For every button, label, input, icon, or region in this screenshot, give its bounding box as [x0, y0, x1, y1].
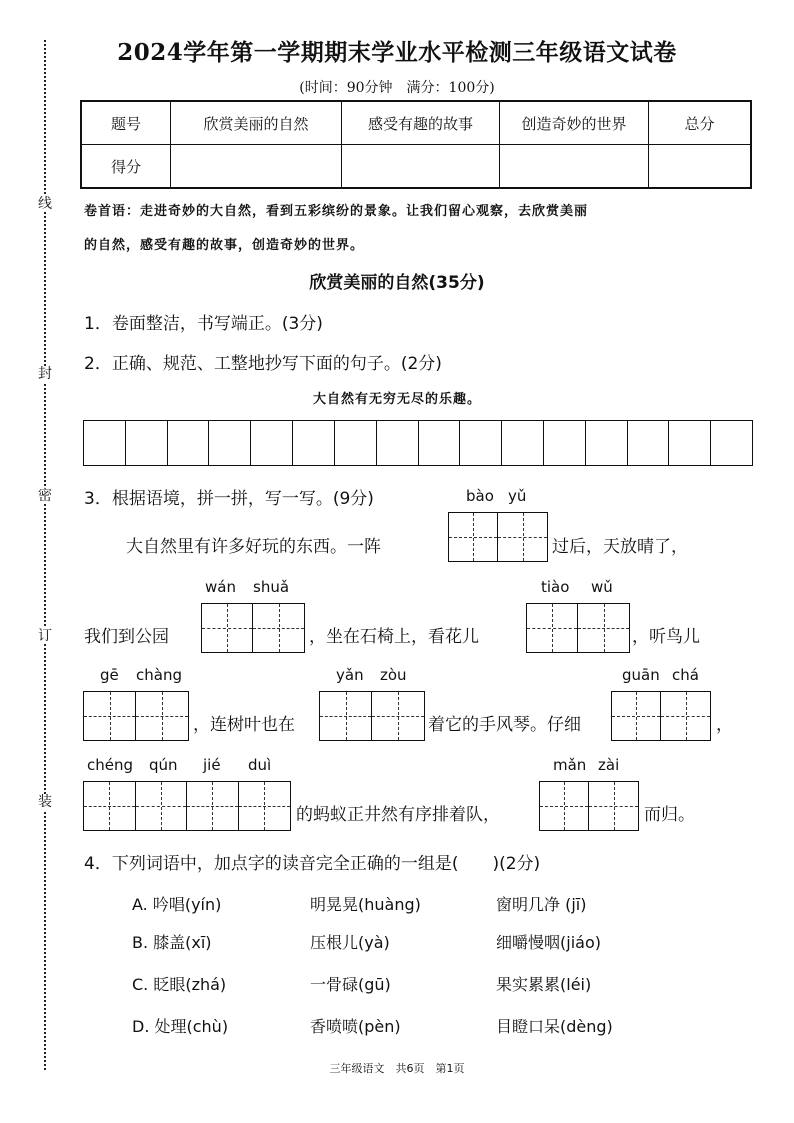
tianzige-baoyu[interactable]	[448, 512, 548, 562]
pinyin: jié	[203, 756, 221, 774]
tianzige-gechang[interactable]	[83, 691, 189, 741]
exam-subtitle: (时间：90分钟 满分：100分)	[299, 80, 495, 96]
q3-text: ，	[716, 715, 733, 735]
score-table	[80, 100, 752, 189]
grid-cell[interactable]	[502, 421, 544, 465]
preface-line-2: 的自然，感受有趣的故事，创造奇妙的世界。	[84, 238, 365, 253]
tianzige-guancha[interactable]	[611, 691, 711, 741]
option-d-2: 香喷喷(pèn)	[310, 1017, 401, 1036]
option-c-3: 果实累累(léi)	[496, 975, 592, 994]
q3-text: 而归。	[644, 805, 695, 825]
pinyin: duì	[248, 756, 272, 774]
score-row-label: 得分	[81, 145, 171, 189]
grid-cell[interactable]	[460, 421, 502, 465]
tianzige-chengqunjiedui[interactable]	[83, 781, 291, 831]
pinyin: wán	[205, 578, 236, 596]
grid-cell[interactable]	[251, 421, 293, 465]
binding-char-feng: 封	[38, 366, 52, 382]
grid-cell[interactable]	[711, 421, 752, 465]
grid-cell[interactable]	[168, 421, 210, 465]
q3-text: 的蚂蚁正井然有序排着队，	[296, 805, 500, 825]
pinyin: chéng	[87, 756, 134, 774]
grid-cell[interactable]	[293, 421, 335, 465]
option-a-2: 明晃晃(huàng)	[310, 895, 421, 914]
score-table-header-row	[81, 101, 751, 145]
score-cell[interactable]	[500, 145, 649, 189]
score-header-cell: 总分	[649, 101, 752, 145]
pinyin: guān	[622, 666, 660, 684]
option-b-3: 细嚼慢咽(jiáo)	[496, 933, 601, 952]
score-header-cell: 创造奇妙的世界	[500, 101, 649, 145]
q3-text: ，连树叶也在	[193, 715, 295, 735]
pinyin: wǔ	[591, 578, 613, 596]
preface-line-1: 卷首语：走进奇妙的大自然，看到五彩缤纷的景象。让我们留心观察，去欣赏美丽	[84, 204, 589, 219]
q3-text: 着它的手风琴。仔细	[428, 715, 581, 735]
grid-cell[interactable]	[628, 421, 670, 465]
q3-text: 过后，天放晴了，	[552, 537, 688, 557]
score-header-cell: 欣赏美丽的自然	[171, 101, 342, 145]
q3-text: 我们到公园	[84, 627, 169, 647]
section-title: 欣赏美丽的自然(35分)	[309, 273, 485, 293]
copy-sentence: 大自然有无穷无尽的乐趣。	[312, 392, 481, 407]
score-header-cell: 感受有趣的故事	[342, 101, 500, 145]
score-cell[interactable]	[171, 145, 342, 189]
score-cell[interactable]	[649, 145, 752, 189]
pinyin: chàng	[136, 666, 182, 684]
grid-cell[interactable]	[544, 421, 586, 465]
pinyin: chá	[672, 666, 699, 684]
binding-dotted-line	[44, 40, 46, 1070]
exam-title: 2024学年第一学期期末学业水平检测三年级语文试卷	[117, 39, 677, 66]
tianzige-wanshua[interactable]	[201, 603, 305, 653]
pinyin: gē	[100, 666, 119, 684]
tianzige-manzai[interactable]	[539, 781, 639, 831]
question-1: 1．卷面整洁，书写端正。(3分)	[84, 314, 323, 334]
q3-text: ，坐在石椅上，看花儿	[309, 627, 479, 647]
question-4: 4．下列词语中，加点字的读音完全正确的一组是( )(2分)	[84, 854, 541, 874]
score-table-score-row	[81, 145, 751, 189]
option-b-2: 压根儿(yà)	[310, 933, 390, 952]
option-b-1: B. 膝盖(xī)	[132, 933, 212, 952]
pinyin: zài	[598, 756, 620, 774]
option-c-1: C. 眨眼(zhá)	[132, 975, 227, 994]
option-a-3: 窗明几净 (jī)	[496, 895, 587, 914]
pinyin: tiào	[541, 578, 570, 596]
tianzige-yanzou[interactable]	[319, 691, 425, 741]
option-a-1: A. 吟唱(yín)	[132, 895, 222, 914]
binding-char-xian: 线	[38, 196, 52, 212]
q3-text: 大自然里有许多好玩的东西。一阵	[126, 537, 381, 557]
score-header-cell: 题号	[81, 101, 171, 145]
pinyin: zòu	[380, 666, 407, 684]
pinyin: yǎn	[336, 666, 364, 684]
grid-cell[interactable]	[126, 421, 168, 465]
question-2: 2．正确、规范、工整地抄写下面的句子。(2分)	[84, 354, 442, 374]
pinyin: shuǎ	[253, 578, 290, 596]
grid-cell[interactable]	[209, 421, 251, 465]
score-cell[interactable]	[342, 145, 500, 189]
binding-char-mi: 密	[38, 488, 52, 504]
pinyin: mǎn	[553, 756, 587, 774]
grid-cell[interactable]	[586, 421, 628, 465]
copy-writing-grid[interactable]	[83, 420, 753, 466]
grid-cell[interactable]	[377, 421, 419, 465]
page-footer: 三年级语文 共6页 第1页	[329, 1062, 465, 1075]
option-d-3: 目瞪口呆(dèng)	[496, 1017, 613, 1036]
tianzige-tiaowu[interactable]	[526, 603, 630, 653]
binding-char-ding: 订	[38, 628, 52, 644]
grid-cell[interactable]	[335, 421, 377, 465]
pinyin: yǔ	[508, 487, 527, 505]
binding-char-zhuang: 装	[38, 794, 52, 810]
grid-cell[interactable]	[419, 421, 461, 465]
grid-cell[interactable]	[669, 421, 711, 465]
question-3: 3．根据语境，拼一拼，写一写。(9分)	[84, 489, 374, 509]
q3-text: ，听鸟儿	[632, 627, 700, 647]
option-c-2: 一骨碌(gū)	[310, 975, 391, 994]
grid-cell[interactable]	[84, 421, 126, 465]
pinyin: qún	[149, 756, 178, 774]
pinyin: bào	[466, 487, 494, 505]
option-d-1: D. 处理(chù)	[132, 1017, 229, 1036]
